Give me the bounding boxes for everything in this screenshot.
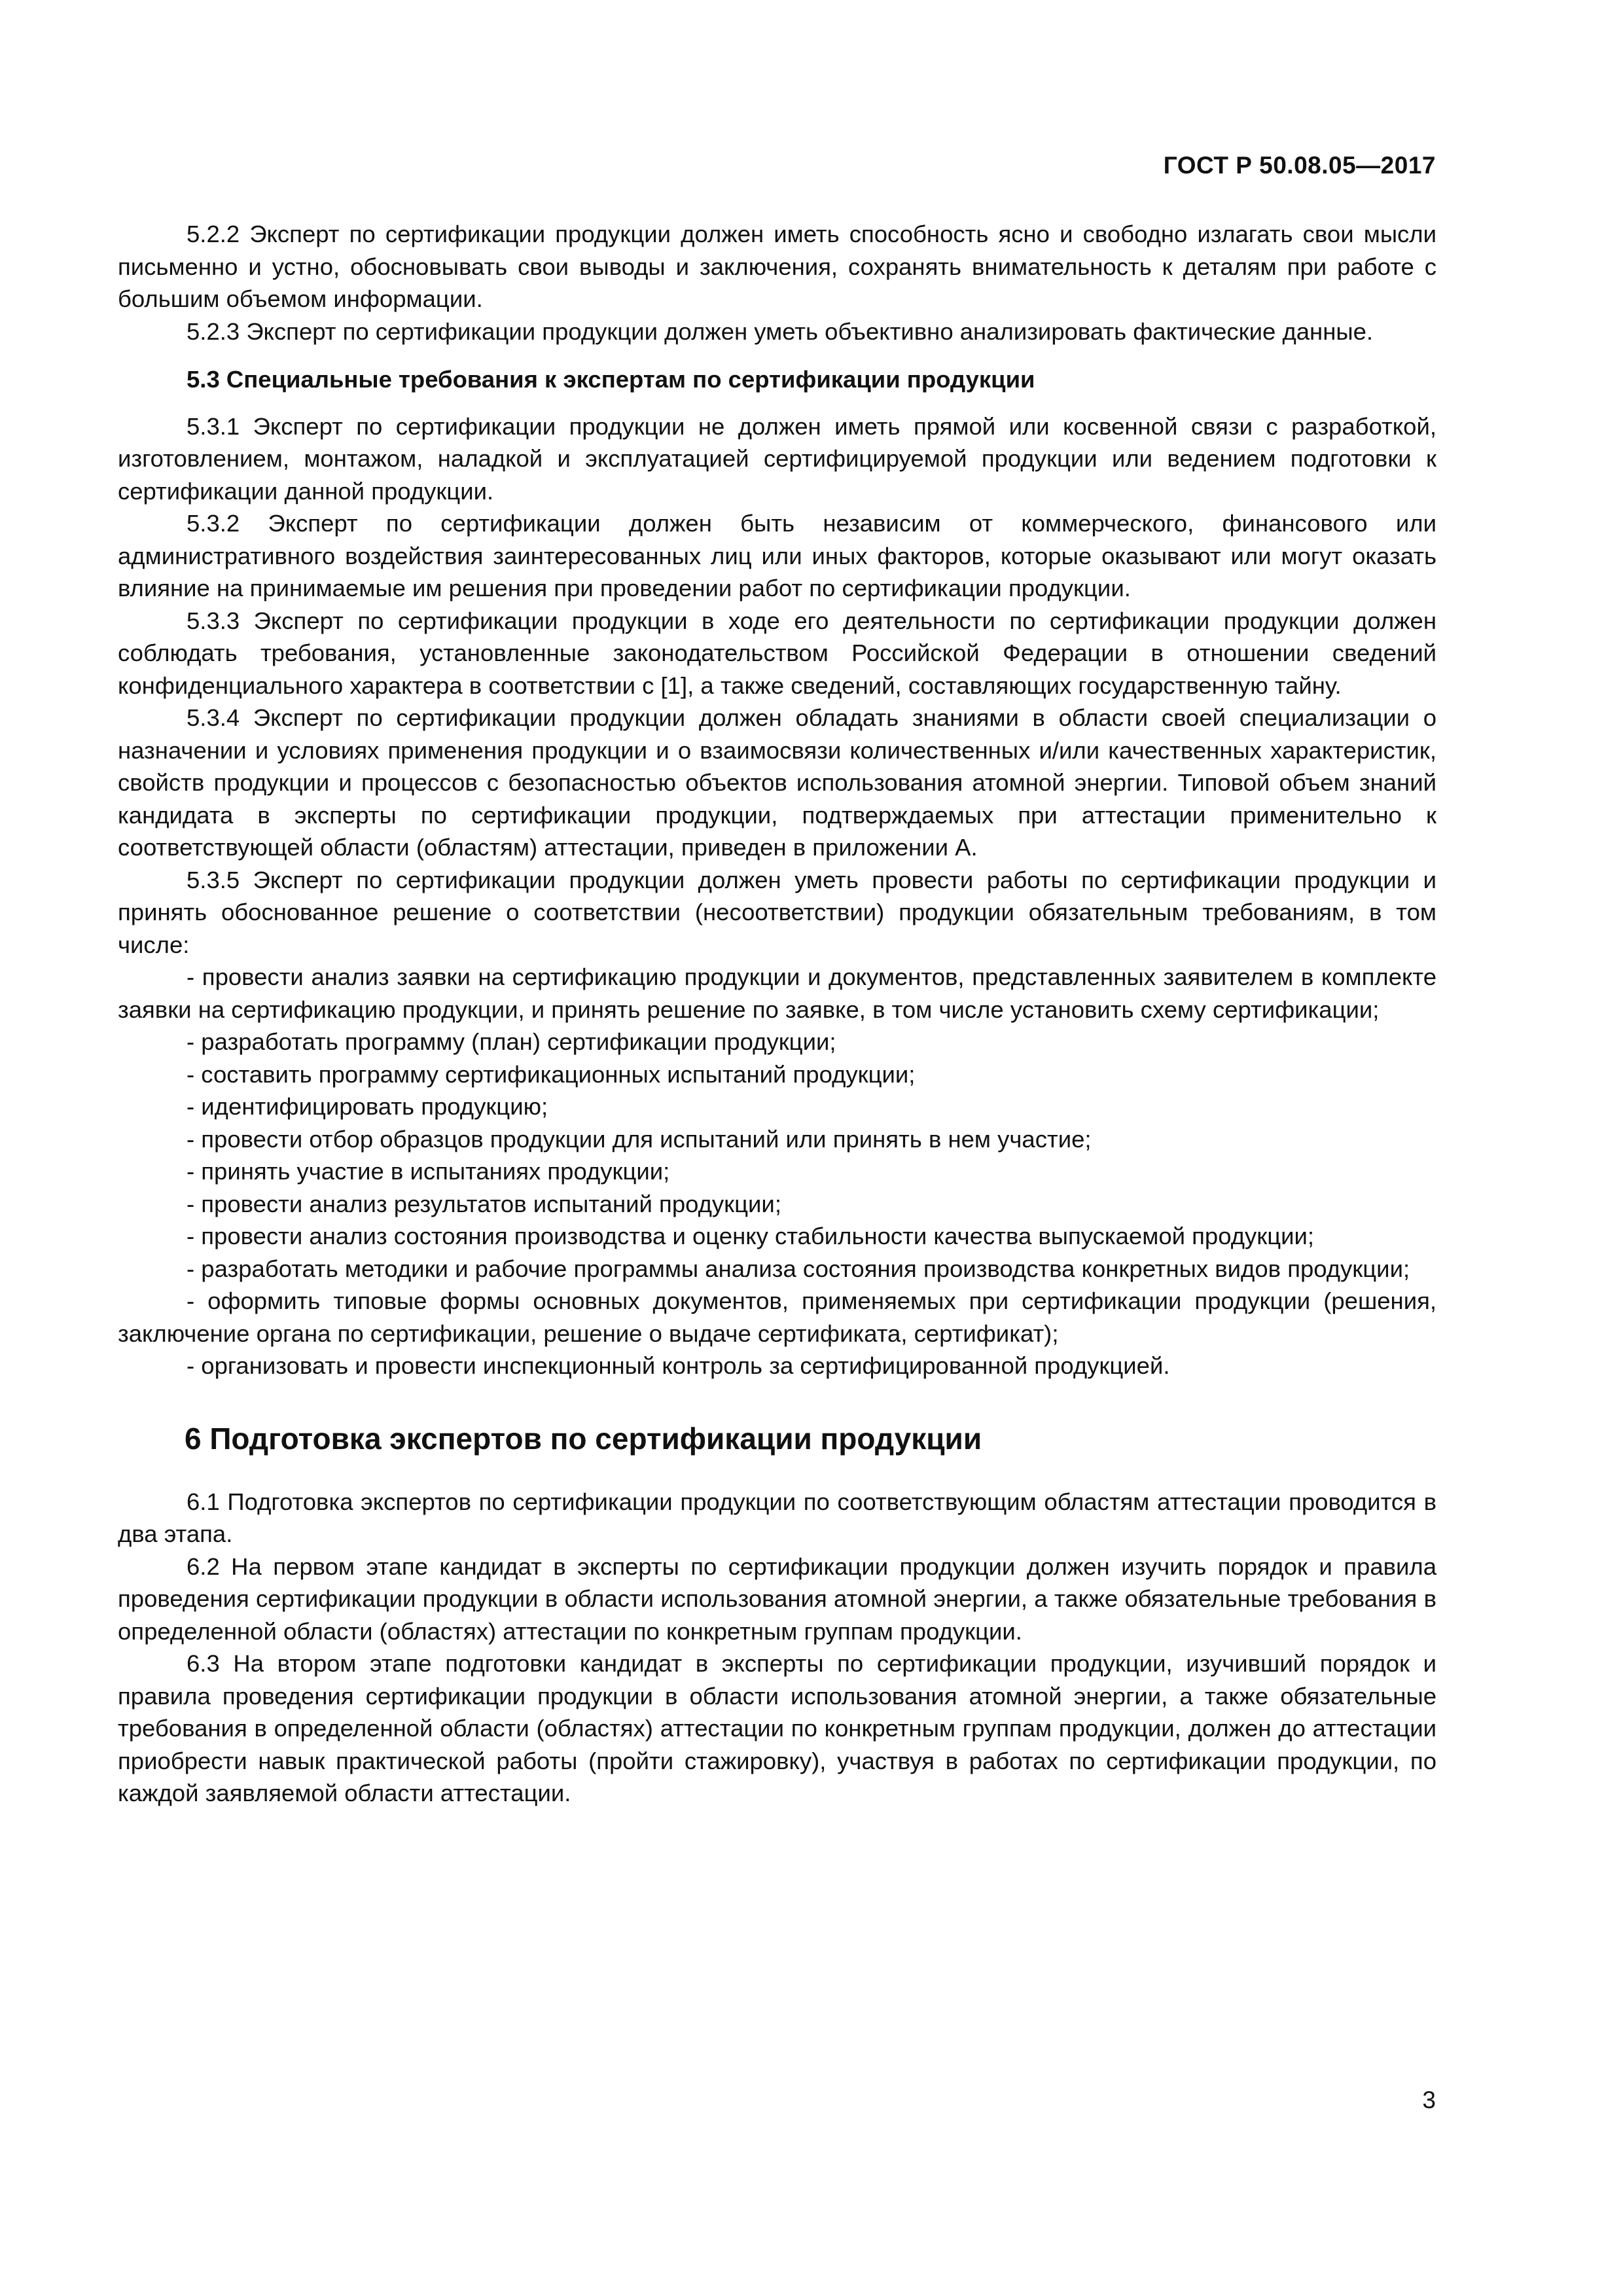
list-item: - провести отбор образцов продукции для испытаний или принять в нем участие;: [187, 1125, 1092, 1153]
list-item: - принять участие в испытаниях продукции;: [187, 1158, 670, 1185]
section-heading-6: 6 Подготовка экспертов по сертификации продукции: [185, 1421, 982, 1456]
list-item: - провести анализ заявки на сертификацию продукции и документов, представленных заявителем в комплекте заявки на сертификацию продукции, и принять решение по заявке, в том числе установить схему сертификации;: [118, 963, 1436, 1023]
list-item: - провести анализ результатов испытаний продукции;: [187, 1190, 781, 1217]
paragraph-6-1: 6.1 Подготовка экспертов по сертификации продукции по соответствующим областям аттестации проводится в два этапа.: [118, 1488, 1436, 1547]
paragraph-5-3-5: 5.3.5 Эксперт по сертификации продукции должен уметь провести работы по сертификации продукции и принять обоснованное решение о соответствии (несоответствии) продукции обязательным требованиям, в том числе:: [118, 866, 1436, 958]
paragraph-5-3-3: 5.3.3 Эксперт по сертификации продукции в ходе его деятельности по сертификации продукции должен соблюдать требования, установленные законодательством Российской Федерации в отношении сведений конфиденциального характера в соответствии с [1], а также сведений, составляющих государственную тайну.: [118, 607, 1436, 699]
page-number: 3: [1422, 2087, 1436, 2113]
document-body: [118, 218, 1436, 1810]
list-item: - разработать программу (план) сертификации продукции;: [187, 1028, 836, 1055]
paragraph-6-3: 6.3 На втором этапе подготовки кандидат в эксперты по сертификации продукции, изучивший порядок и правила проведения сертификации продукции в области использования атомной энергии, а также обязательные требования в определенной области (областях) аттестации по конкретным группам продукции, должен до аттестации приобрести навык практической работы (пройти стажировку), участвуя в работах по сертификации продукции, по каждой заявляемой области аттестации.: [118, 1650, 1436, 1806]
list-item: - составить программу сертификационных испытаний продукции;: [187, 1060, 916, 1088]
section-heading-5-3: 5.3 Специальные требования к экспертам по сертификации продукции: [187, 366, 1035, 393]
list-item: - организовать и провести инспекционный контроль за сертифицированной продукцией.: [187, 1352, 1170, 1379]
list-item: - идентифицировать продукцию;: [187, 1093, 548, 1120]
paragraph-5-3-2: 5.3.2 Эксперт по сертификации должен быть независим от коммерческого, финансового или административного воздействия заинтересованных лиц или иных факторов, которые оказывают или могут оказать влияние на принимаемые им решения при проведении работ по сертификации продукции.: [118, 510, 1436, 601]
list-item: - оформить типовые формы основных документов, применяемых при сертификации продукции (решения, заключение органа по сертификации, решение о выдаче сертификата, сертификат);: [118, 1287, 1436, 1347]
document-code: ГОСТ Р 50.08.05—2017: [1163, 152, 1436, 179]
paragraph-5-2-2: 5.2.2 Эксперт по сертификации продукции должен иметь способность ясно и свободно излагать свои мысли письменно и устно, обосновывать свои выводы и заключения, сохранять внимательность к деталям при работе с большим объемом информации.: [118, 221, 1436, 312]
list-item: - разработать методики и рабочие программы анализа состояния производства конкретных видов продукции;: [187, 1255, 1410, 1282]
paragraph-5-2-3: 5.2.3 Эксперт по сертификации продукции должен уметь объективно анализировать фактические данные.: [187, 317, 1374, 345]
paragraph-5-3-4: 5.3.4 Эксперт по сертификации продукции должен обладать знаниями в области своей специализации о назначении и условиях применения продукции и о взаимосвязи количественных и/или качественных характеристик, свойств продукции и процессов с безопасностью объектов использования атомной энергии. Типовой объем знаний кандидата в эксперты по сертификации продукции, подтверждаемых при аттестации применительно к соответствующей области (областям) аттестации, приведен в приложении А.: [118, 704, 1436, 861]
paragraph-6-2: 6.2 На первом этапе кандидат в эксперты по сертификации продукции должен изучить порядок и правила проведения сертификации продукции в области использования атомной энергии, а также обязательные требования в определенной области (областях) аттестации по конкретным группам продукции.: [118, 1552, 1436, 1645]
list-item: - провести анализ состояния производства и оценку стабильности качества выпускаемой продукции;: [187, 1223, 1315, 1249]
paragraph-5-3-1: 5.3.1 Эксперт по сертификации продукции не должен иметь прямой или косвенной связи с разработкой, изготовлением, монтажом, наладкой и эксплуатацией сертифицируемой продукции или ведением подготовки к сертификации данной продукции.: [118, 412, 1436, 505]
